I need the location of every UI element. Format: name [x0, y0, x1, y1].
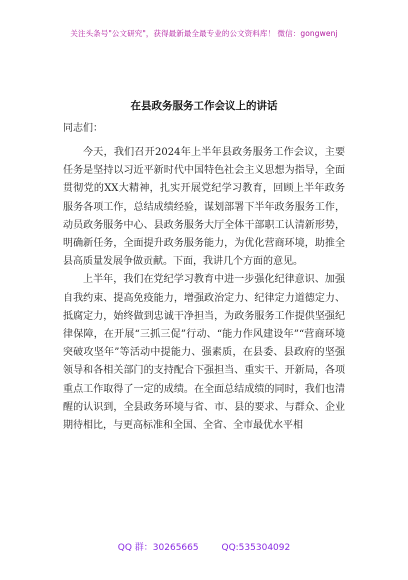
- page-footer: [0, 540, 408, 553]
- footer-qq: QQ:535304092: [221, 543, 291, 553]
- paragraph-1: 今天，我们召开2024年上半年县政务服务工作会议，主要任务是坚持以习近平新时代中国特色社会主义思想为指导，全面贯彻党的XX大精神，扎实开展党纪学习教育，回顾上半年政务服务各项工作，总结成绩经验，谋划部署下半年政务服务工作，动员政务服务中心、县政务服务大厅全体干部职工认清新形势，明确新任务，全面提升政务服务能力，为优化营商环境，助推全县高质量发展争做贡献。下面，我讲几个方面的意见。: [63, 147, 345, 268]
- footer-qq-group: QQ 群：30265665: [117, 543, 199, 553]
- document-body: [63, 122, 345, 435]
- document-title: 在县政务服务工作会议上的讲话: [130, 100, 278, 112]
- paragraph-2: 上半年，我们在党纪学习教育中进一步强化纪律意识、加强自我约束、提高免疫能力，增强政治定力、纪律定力道德定力、抵腐定力，始终做到忠诚干净担当，为政务服务工作提供坚强纪律保障，在开展“三抓三促”行动、“能力作风建设年”“营商环境突破攻坚年”等活动中提能力、强素质，在县委、县政府的坚强领导和各相关部门的支持配合下强担当、重实干、开新局，各项重点工作取得了一定的成绩。在全面总结成绩的同时，我们也清醒的认识到，全县政务环境与省、市、县的要求、与群众、企业期待相比，与更高标准和全国、全省、全市最优水平相: [63, 274, 345, 432]
- salutation: 同志们：: [63, 123, 103, 134]
- page-header-notice: 关注头条号"公文研究"，获得最新最全最专业的公文资料库！ 微信：gongwenj: [70, 29, 338, 38]
